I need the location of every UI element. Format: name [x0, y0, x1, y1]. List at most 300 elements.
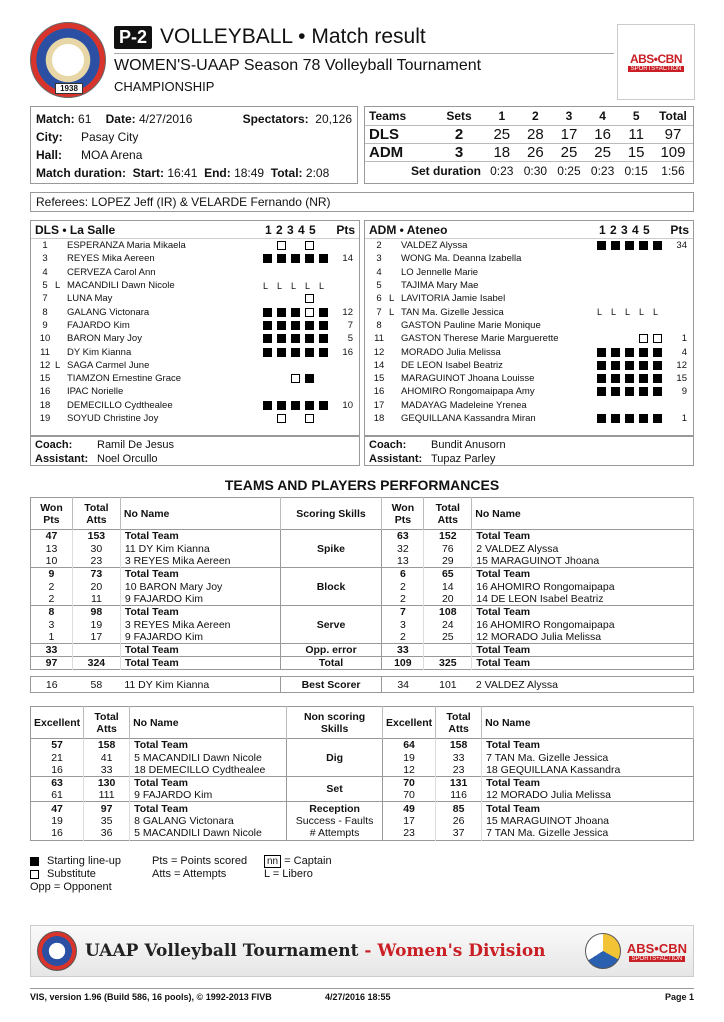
match-date: 4/27/2016	[139, 112, 193, 126]
banner-text: UAAP Volleyball Tournament	[85, 941, 359, 961]
total-attempts: 25	[424, 631, 472, 644]
starting-square-icon	[597, 241, 606, 250]
starting-square-icon	[319, 348, 328, 357]
starting-square-icon	[263, 320, 277, 330]
player-number: 4	[42, 266, 48, 278]
player-sets	[263, 281, 335, 291]
spectators-value: 20,126	[315, 112, 352, 126]
player-row	[365, 345, 693, 358]
set-score: 18	[493, 143, 511, 161]
starting-square-icon	[277, 400, 291, 410]
total-attempts: 108	[424, 606, 472, 619]
score-header: Teams	[369, 108, 407, 123]
match-number: 61	[78, 112, 92, 126]
player-name: DEMECILLO Cydthealee	[67, 399, 173, 411]
empty-set-cell	[263, 294, 277, 304]
empty-set-cell	[597, 334, 611, 344]
starting-square-icon	[305, 254, 314, 263]
player-row	[365, 305, 693, 318]
player-points: 34	[676, 240, 687, 252]
legend-atts: Atts = Attempts	[152, 868, 227, 880]
total-attempts: 35	[84, 815, 130, 828]
sponsor-logo	[617, 24, 695, 100]
skill-label: Reception	[309, 802, 360, 815]
starting-square-icon	[639, 387, 648, 396]
coach-row	[35, 438, 355, 452]
player-label: Total Team	[130, 777, 287, 790]
set-score: 28	[527, 125, 544, 143]
score-header: Sets	[446, 108, 472, 123]
player-name: CERVEZA Carol Ann	[67, 266, 156, 278]
libero-marker: L	[55, 280, 61, 292]
team-b-roster	[364, 220, 694, 436]
total-attempts: 131	[436, 777, 482, 790]
won-points: 16	[31, 764, 84, 777]
column-header: No Name	[482, 707, 694, 739]
banner-sponsor-logo	[627, 941, 687, 962]
player-number: 12	[39, 359, 51, 371]
won-points: 12	[383, 764, 436, 777]
player-number: 1	[42, 240, 48, 252]
substitute-square-icon	[305, 241, 319, 251]
player-row	[365, 252, 693, 265]
starting-square-icon	[653, 374, 662, 383]
won-points: 109	[382, 657, 424, 670]
player-name: GALANG Victonara	[67, 306, 150, 318]
starting-square-icon	[263, 308, 272, 317]
player-label: 15 MARAGUINOT Jhoana	[486, 814, 610, 827]
starting-square-icon	[639, 414, 653, 424]
starting-square-icon	[611, 387, 620, 396]
player-points: 1	[681, 333, 687, 345]
total-team-row	[31, 606, 694, 619]
start-time: 16:41	[167, 166, 198, 180]
player-label: Total Team	[120, 606, 280, 619]
sets-won: 3	[454, 143, 464, 161]
starting-square-icon	[277, 321, 286, 330]
starting-square-icon	[277, 320, 291, 330]
player-number: 8	[376, 319, 382, 331]
starting-square-icon	[263, 254, 277, 264]
won-points: 33	[31, 644, 73, 657]
player-label: 7 TAN Ma. Gizelle Jessica	[486, 751, 609, 764]
won-points: 16	[45, 678, 58, 691]
player-sets	[263, 374, 335, 384]
legend-captain: = Captain	[284, 855, 332, 867]
player-points: 15	[676, 373, 687, 385]
player-label: Total Team	[486, 777, 540, 790]
player-number: 7	[376, 306, 382, 318]
player-row	[31, 292, 359, 305]
end-time: 18:49	[234, 166, 265, 180]
substitute-square-icon	[30, 870, 39, 879]
performance-table	[30, 497, 694, 670]
assistant-label: Assistant:	[369, 453, 423, 465]
total-team-row	[31, 739, 694, 752]
skill-name	[287, 802, 383, 840]
assistant-label: Assistant:	[35, 453, 89, 465]
footer-date: 4/27/2016 18:55	[325, 992, 391, 1002]
player-label: Total Team	[120, 644, 280, 657]
starting-square-icon	[597, 374, 611, 384]
starting-square-icon	[277, 334, 291, 344]
total-attempts: 36	[84, 827, 130, 840]
banner-sponsor-bottom: SPORTS+ACTION	[629, 956, 686, 962]
won-points: 63	[382, 530, 424, 543]
total-attempts: 33	[436, 751, 482, 764]
total-attempts: 24	[424, 618, 472, 631]
player-name: GEQUILLANA Kassandra Miran	[401, 413, 536, 424]
set-duration: 0:23	[490, 164, 514, 179]
starting-square-icon	[639, 387, 653, 397]
player-row	[31, 399, 359, 412]
starting-square-icon	[625, 387, 634, 396]
set-score: 17	[560, 125, 578, 143]
starting-square-icon	[30, 857, 39, 866]
score-header: 4	[599, 108, 606, 123]
won-points: 23	[383, 827, 436, 840]
team-code: ADM	[369, 143, 404, 161]
coach-label: Coach:	[35, 439, 73, 451]
libero-set-label: L	[277, 280, 283, 291]
starting-square-icon	[319, 400, 333, 410]
starting-square-icon	[305, 334, 314, 343]
won-points: 19	[31, 815, 84, 828]
set-duration: 0:15	[624, 164, 648, 179]
player-row	[31, 319, 359, 332]
player-row	[31, 332, 359, 345]
starting-square-icon	[597, 241, 611, 251]
player-label: Total Team	[476, 657, 531, 670]
player-row	[31, 239, 359, 252]
total-attempts: 116	[436, 789, 482, 802]
starting-square-icon	[291, 254, 305, 264]
starting-square-icon	[263, 254, 272, 263]
empty-set-cell	[611, 334, 625, 344]
starting-square-icon	[639, 374, 653, 384]
starting-square-icon	[277, 347, 291, 357]
player-label: Total Team	[476, 530, 531, 543]
player-name: LAVITORIA Jamie Isabel	[401, 293, 506, 305]
player-row	[31, 252, 359, 265]
player-label: 16 AHOMIRO Rongomaipapa	[476, 618, 615, 631]
player-row	[365, 332, 693, 345]
starting-square-icon	[597, 361, 606, 370]
player-number: 12	[373, 346, 385, 358]
player-label: Total Team	[476, 568, 531, 581]
starting-square-icon	[291, 400, 305, 410]
libero-set-label: L	[305, 280, 311, 291]
captain-box: nn	[264, 855, 281, 868]
starting-square-icon	[611, 347, 625, 357]
performance-title: TEAMS AND PLAYERS PERFORMANCES	[224, 477, 500, 493]
column-header: Scoring Skills	[280, 498, 382, 530]
starting-square-icon	[263, 348, 272, 357]
total-attempts: 19	[72, 618, 120, 631]
starting-square-icon	[277, 308, 286, 317]
won-points: 3	[382, 618, 424, 631]
starting-square-icon	[625, 387, 639, 397]
total-label: Total:	[270, 166, 303, 180]
set-duration-label: Set duration	[410, 164, 481, 179]
empty-set-cell	[291, 241, 305, 251]
coach-name: Ramil De Jesus	[97, 439, 175, 451]
player-sets	[597, 414, 669, 424]
player-row	[31, 372, 359, 385]
starting-square-icon	[611, 414, 625, 424]
player-row	[365, 292, 693, 305]
set-score: 26	[527, 143, 544, 161]
won-points: 17	[383, 815, 436, 828]
player-number: 15	[39, 373, 51, 385]
total-attempts: 11	[72, 593, 120, 606]
starting-square-icon	[653, 374, 667, 384]
starting-square-icon	[639, 361, 648, 370]
starting-square-icon	[597, 414, 611, 424]
team-name: DLS • La Salle	[35, 222, 116, 237]
starting-square-icon	[263, 347, 277, 357]
player-name: GASTON Pauline Marie Monique	[401, 319, 541, 331]
total-attempts: 17	[72, 631, 120, 644]
starting-square-icon	[291, 307, 305, 317]
player-sets	[263, 414, 335, 424]
player-name: GASTON Therese Marie Marguerette	[401, 333, 559, 345]
starting-square-icon	[653, 387, 667, 397]
skill-label: Set	[326, 783, 343, 796]
starting-square-icon	[291, 320, 305, 330]
starting-square-icon	[263, 334, 277, 344]
footer-page: Page 1	[664, 992, 694, 1002]
substitute-square-icon	[277, 414, 291, 424]
player-label: 9 FAJARDO Kim	[120, 631, 280, 644]
starting-square-icon	[625, 241, 634, 250]
starting-square-icon	[319, 254, 333, 264]
starting-square-icon	[597, 414, 606, 423]
coach-row	[369, 438, 689, 452]
player-points: 4	[681, 346, 687, 358]
starting-square-icon	[305, 374, 314, 383]
player-name: LUNA May	[67, 293, 113, 305]
libero-set-label: L	[653, 307, 659, 318]
player-row	[31, 266, 359, 279]
player-sets	[263, 294, 335, 304]
starting-square-icon	[639, 241, 648, 250]
legend-substitute: Substitute	[47, 868, 96, 880]
player-name: MADAYAG Madeleine Yrenea	[401, 399, 527, 411]
player-row	[365, 372, 693, 385]
pts-header: Pts	[670, 222, 689, 237]
won-points: 47	[31, 530, 73, 543]
starting-square-icon	[597, 387, 606, 396]
empty-set-cell	[319, 241, 333, 251]
column-header: Non scoring Skills	[287, 707, 383, 739]
skill-label: Opp. error	[305, 644, 357, 657]
won-points: 3	[31, 618, 73, 631]
won-points: 49	[383, 802, 436, 815]
libero-marker: L	[389, 293, 395, 305]
starting-square-icon	[319, 254, 328, 263]
starting-square-icon	[305, 321, 314, 330]
starting-square-icon	[639, 348, 648, 357]
starting-square-icon	[653, 241, 667, 251]
player-name: REYES Mika Aereen	[67, 253, 155, 265]
hall-label: Hall:	[36, 148, 63, 162]
sponsor-logo-top: ABS•CBN	[629, 52, 683, 66]
legend	[30, 855, 332, 894]
starting-square-icon	[625, 348, 634, 357]
starting-square-icon	[625, 361, 634, 370]
player-name: SAGA Carmel June	[67, 359, 150, 371]
total-attempts: 324	[72, 657, 120, 670]
player-label: 18 DEMECILLO Cydthealee	[130, 764, 287, 777]
referees-box	[30, 192, 694, 212]
player-name: IPAC Norielle	[67, 386, 124, 398]
won-points: 2	[382, 580, 424, 593]
won-points: 7	[382, 606, 424, 619]
starting-square-icon	[263, 307, 277, 317]
total-attempts: 153	[72, 530, 120, 543]
banner-division: Women's Division	[377, 941, 546, 961]
starting-square-icon	[263, 400, 277, 410]
set-duration: 1:56	[661, 164, 685, 179]
starting-square-icon	[291, 308, 300, 317]
substitute-square-icon	[653, 334, 667, 344]
player-label: 12 MORADO Julia Melissa	[486, 789, 611, 802]
assistant-name: Noel Orcullo	[97, 453, 158, 465]
total-attempts: 23	[72, 555, 120, 568]
player-sets	[263, 254, 335, 264]
starting-square-icon	[277, 401, 286, 410]
player-label: Total Team	[486, 802, 540, 815]
player-name: MARAGUINOT Jhoana Louisse	[401, 373, 535, 385]
footer-version: VIS, version 1.96 (Build 586, 16 pools), © 1992-2013 FIVB	[30, 992, 272, 1002]
banner-seal-icon	[37, 931, 77, 971]
total-attempts: 23	[436, 764, 482, 777]
empty-set-cell	[319, 294, 333, 304]
set-score: 16	[594, 125, 611, 143]
score-header: 5	[632, 108, 640, 123]
starting-square-icon	[305, 254, 319, 264]
sets-header: 1 2 3 4 5	[599, 222, 650, 237]
coach-name: Bundit Anusorn	[431, 439, 506, 451]
starting-square-icon	[611, 374, 625, 384]
total-attempts: 20	[72, 580, 120, 593]
set-score: 11	[628, 125, 644, 143]
legend-libero: L = Libero	[264, 868, 313, 880]
won-points: 2	[31, 593, 73, 606]
player-sets	[597, 360, 669, 370]
substitute-square-icon	[277, 414, 286, 423]
total-attempts	[424, 644, 472, 657]
player-name: MORADO Julia Melissa	[401, 346, 501, 358]
assistant-row	[369, 452, 689, 466]
roster-header	[365, 221, 693, 239]
player-row	[365, 359, 693, 372]
player-name: TIAMZON Ernestine Grace	[67, 373, 182, 385]
empty-set-cell	[263, 241, 277, 251]
starting-square-icon	[611, 387, 625, 397]
set-duration: 0:25	[557, 164, 581, 179]
total-attempts: 14	[424, 580, 472, 593]
player-label: Total Team	[486, 739, 540, 752]
player-name: FAJARDO Kim	[67, 319, 130, 331]
set-score: 25	[560, 143, 578, 161]
skill-sublabel: # Attempts	[309, 826, 360, 839]
total-attempts: 29	[424, 555, 472, 568]
roster-header	[31, 221, 359, 239]
player-number: 14	[373, 359, 385, 371]
player-label: 3 REYES Mika Aereen	[120, 618, 280, 631]
player-label: Total Team	[120, 657, 280, 670]
starting-square-icon	[653, 348, 662, 357]
total-attempts: 26	[436, 815, 482, 828]
won-points: 16	[31, 827, 84, 840]
total-attempts: 158	[436, 739, 482, 752]
player-sets	[597, 307, 669, 317]
score-header: 3	[565, 108, 573, 123]
starting-square-icon	[597, 360, 611, 370]
legend-opp: Opp = Opponent	[30, 881, 112, 893]
set-score: 15	[627, 143, 645, 161]
volleyball-icon	[585, 933, 621, 969]
player-label: 12 MORADO Julia Melissa	[476, 631, 602, 644]
won-points: 13	[382, 555, 424, 568]
player-row	[31, 385, 359, 398]
score-table	[365, 107, 693, 181]
skill-name	[280, 657, 382, 670]
total-attempts: 97	[84, 802, 130, 815]
player-points: 12	[676, 359, 687, 371]
starting-square-icon	[611, 374, 620, 383]
player-sets	[597, 387, 669, 397]
score-box	[364, 106, 694, 184]
player-label: Total Team	[476, 606, 531, 619]
starting-square-icon	[263, 401, 272, 410]
starting-square-icon	[653, 361, 662, 370]
starting-square-icon	[291, 321, 300, 330]
won-points: 47	[31, 802, 84, 815]
player-number: 11	[40, 346, 50, 358]
starting-square-icon	[305, 374, 319, 384]
won-points: 34	[397, 678, 410, 691]
column-header: Excellent	[383, 707, 436, 739]
starting-square-icon	[319, 334, 333, 344]
set-duration: 0:23	[590, 164, 615, 179]
won-points: 2	[382, 631, 424, 644]
total-attempts: 41	[84, 751, 130, 764]
total-attempts: 76	[424, 542, 472, 555]
player-name: MACANDILI Dawn Nicole	[67, 280, 175, 292]
starting-square-icon	[625, 360, 639, 370]
starting-square-icon	[319, 401, 328, 410]
empty-set-cell	[277, 374, 291, 384]
skill-name	[280, 568, 382, 606]
performance-table	[30, 706, 694, 841]
score-header: 1	[498, 108, 506, 123]
libero-set-label: L	[625, 307, 631, 318]
player-points: 5	[347, 333, 353, 345]
player-label: 5 MACANDILI Dawn Nicole	[130, 827, 287, 840]
player-name: DY Kim Kianna	[67, 346, 132, 358]
column-header: Excellent	[31, 707, 84, 739]
starting-square-icon	[277, 254, 286, 263]
total-attempts: 85	[436, 802, 482, 815]
starting-square-icon	[277, 307, 291, 317]
player-row	[365, 412, 693, 425]
substitute-square-icon	[305, 414, 314, 423]
player-name: SOYUD Christine Joy	[67, 413, 159, 424]
substitute-square-icon	[305, 294, 319, 304]
